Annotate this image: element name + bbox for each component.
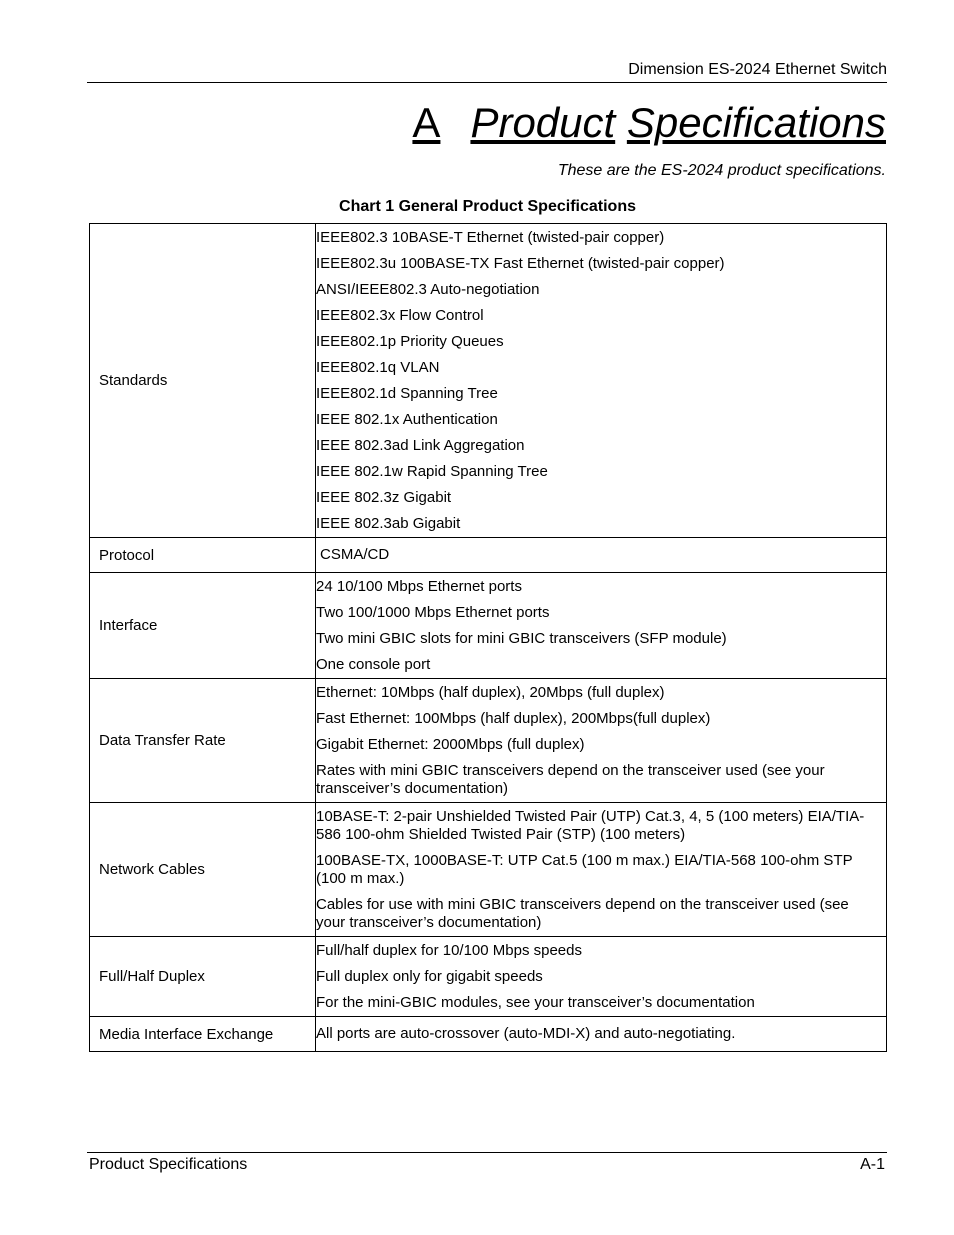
list-item: Full duplex only for gigabit speeds [316, 968, 543, 985]
list-item: CSMA/CD [320, 546, 390, 563]
page-title [412, 98, 886, 148]
list-item: IEEE 802.3z Gigabit [316, 489, 452, 506]
row-label: Network Cables [90, 803, 316, 937]
row-values [316, 679, 887, 803]
list-item: Cables for use with mini GBIC transceivers depend on the transceiver used (see your transceiver’s documentation) [316, 896, 849, 931]
list-item: IEEE802.1p Priority Queues [316, 333, 504, 350]
table-row [90, 573, 887, 679]
row-values [316, 937, 887, 1017]
row-values [316, 224, 887, 538]
page-footer [87, 1152, 887, 1173]
list-item: 10BASE-T: 2-pair Unshielded Twisted Pair (UTP) Cat.3, 4, 5 (100 meters) EIA/TIA-586 100-ohm Shielded Twisted Pair (STP) (100 meters) [316, 808, 865, 843]
row-values [316, 573, 887, 679]
list-item: IEEE802.1q VLAN [316, 359, 440, 376]
list-item: ANSI/IEEE802.3 Auto-negotiation [316, 281, 540, 298]
table-caption: Chart 1 General Product Specifications [339, 198, 636, 215]
list-item: Full/half duplex for 10/100 Mbps speeds [316, 942, 582, 959]
list-item: IEEE 802.1w Rapid Spanning Tree [316, 463, 548, 480]
list-item: Two 100/1000 Mbps Ethernet ports [316, 604, 550, 621]
row-values [316, 1017, 887, 1052]
intro-text: These are the ES-2024 product specifications. [557, 162, 886, 179]
table-row [90, 1017, 887, 1052]
row-label: Standards [90, 224, 316, 538]
table-row [90, 224, 887, 538]
list-item: IEEE 802.1x Authentication [316, 411, 498, 428]
row-values [316, 803, 887, 937]
list-item: IEEE802.3u 100BASE-TX Fast Ethernet (twisted-pair copper) [316, 255, 725, 272]
list-item: For the mini-GBIC modules, see your transceiver’s documentation [316, 994, 755, 1011]
row-label: Media Interface Exchange [90, 1017, 316, 1052]
list-item: Two mini GBIC slots for mini GBIC transceivers (SFP module) [316, 630, 727, 647]
row-label: Full/Half Duplex [90, 937, 316, 1017]
list-item: One console port [316, 656, 431, 673]
list-item: IEEE802.3 10BASE-T Ethernet (twisted-pair copper) [316, 229, 665, 246]
page-number: A-1 [860, 1156, 885, 1173]
footer-section-title: Product Specifications [89, 1156, 248, 1173]
table-row [90, 937, 887, 1017]
table-row [90, 679, 887, 803]
title-word-specifications: Specifications [626, 99, 886, 146]
list-item: IEEE802.3x Flow Control [316, 307, 484, 324]
list-item: IEEE802.1d Spanning Tree [316, 385, 498, 402]
list-item: All ports are auto-crossover (auto-MDI-X) and auto-negotiating. [316, 1025, 736, 1042]
list-item: Fast Ethernet: 100Mbps (half duplex), 200Mbps(full duplex) [316, 710, 711, 727]
table-row [90, 803, 887, 937]
row-label: Protocol [90, 538, 316, 573]
list-item: IEEE 802.3ab Gigabit [316, 515, 461, 532]
title-word-product: Product [470, 99, 616, 146]
list-item: IEEE 802.3ad Link Aggregation [316, 437, 525, 454]
list-item: Ethernet: 10Mbps (half duplex), 20Mbps (full duplex) [316, 684, 665, 701]
row-values [316, 538, 887, 573]
list-item: Rates with mini GBIC transceivers depend on the transceiver used (see your transceiver’s documentation) [316, 762, 825, 797]
list-item: 100BASE-TX, 1000BASE-T: UTP Cat.5 (100 m max.) EIA/TIA-568 100-ohm STP (100 m max.) [316, 852, 853, 887]
table-row [90, 538, 887, 573]
list-item: Gigabit Ethernet: 2000Mbps (full duplex) [316, 736, 585, 753]
row-label: Interface [90, 573, 316, 679]
running-header: Dimension ES-2024 Ethernet Switch [87, 59, 887, 83]
row-label: Data Transfer Rate [90, 679, 316, 803]
list-item: 24 10/100 Mbps Ethernet ports [316, 578, 522, 595]
specifications-table [89, 223, 887, 1052]
appendix-letter: A [412, 99, 441, 146]
